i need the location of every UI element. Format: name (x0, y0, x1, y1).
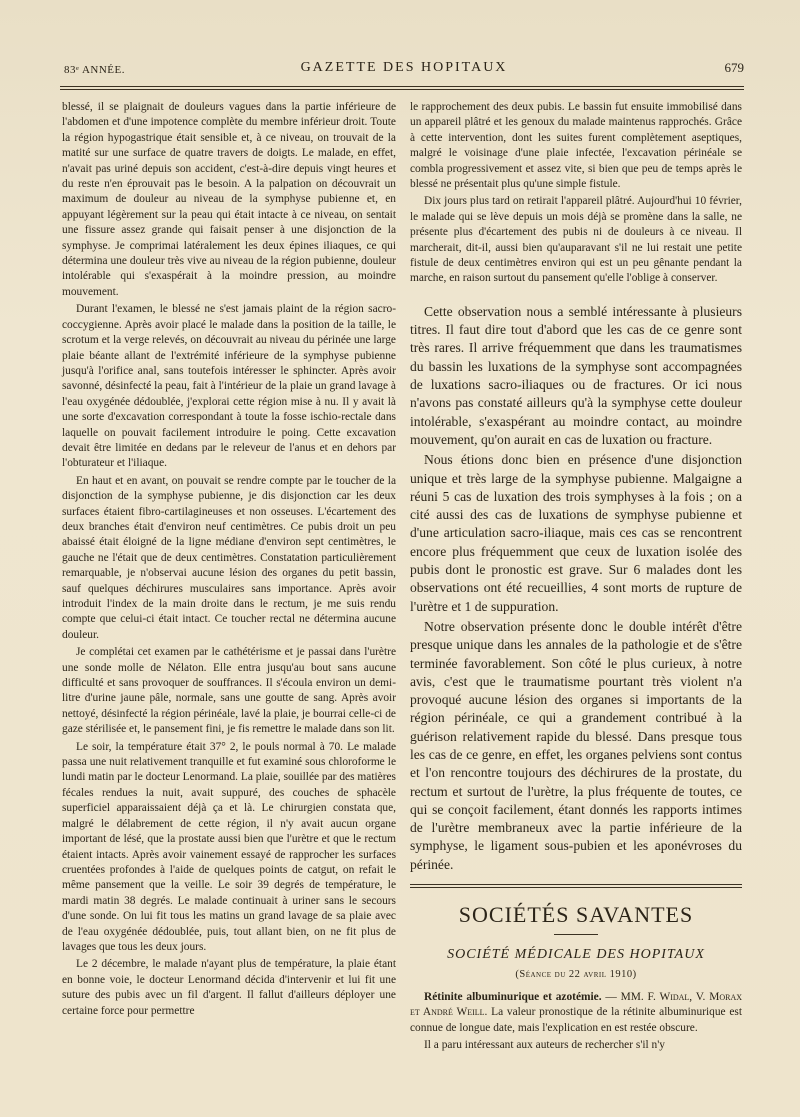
paragraph: le rapprochement des deux pubis. Le bassin fut ensuite immobilisé dans un appareil plâtré et les genoux du malade maintenus rapprochés. Grâce à cette intervention, dont les suites furent complètement aseptiques, malgré le voisinage d'une plaie infectée, l'excavation périnéale se combla progressivement et assez vite, si bien que peu de temps après le blessé ne présentait plus qu'une simple fistule. (410, 101, 742, 191)
paragraph: Le soir, la température était 37° 2, le pouls normal à 70. Le malade passa une nuit relativement tranquille et fut examiné sous chloroforme le lundi matin par le docteur Lenormand. La plaie, souillée par des matières fécales rendues la nuit, avait suppuré, des couches de sphacèle superficiel apparaissaient déjà ça et là. Le chirurgien constata que, malgré le délabrement de cette région, il n'y avait aucun organe important de lésé, que la prostate aussi bien que l'urètre et que le rectum étaient intacts. Après avoir vainement essayé de rapprocher les surfaces cruentées profondes à l'aide de quelques points de catgut, on refait le même pansement que la veille. Le soir 39 degrés de température, le mardi matin 38 degrés. Le malade continuait à uriner sans le secours d'une sonde. On lui fit tous les matins un grand lavage de sa plaie avec de l'eau oxygénée dédoublée, puis, tout allant bien, on ne fit plus de lavages que tous les deux jours. (62, 740, 396, 953)
paragraph: Il a paru intéressant aux auteurs de rechercher s'il n'y (424, 1039, 665, 1052)
paragraph: blessé, il se plaignait de douleurs vagues dans la partie inférieure de l'abdomen et d'une impotence complète du membre inférieur droit. Toute la région hypogastrique était sensible et, à ce niveau, on trouvait de la matité sur une surface de quatre travers de doigts. Le malade, en effet, n'avait pas uriné depuis son accident, c'est-à-dire depuis vingt heures et du reste n'en éprouvait pas le besoin. A la palpation on découvrait un maximum de douleur au niveau de la symphyse pubienne et, en appuyant légèrement sur la peau qui était intacte à ce niveau, on sentait une fissure assez grande qui faisait penser à une disjonction de la symphyse. Je comprimai latéralement les deux épines iliaques, ce qui détermina une douleur très vive au niveau de la région pubienne, douleur intolérable qui s'exaspérait à la moindre pression, au moindre mouvement. (62, 101, 396, 298)
paragraph: Durant l'examen, le blessé ne s'est jamais plaint de la région sacro-coccygienne. Après avoir placé le malade dans la position de la taille, le scrotum et la verge relevés, on découvrait au niveau du périnée une large plaie béante allant de l'extrémité inférieure de la symphyse pubienne jusqu'à l'orifice anal, sans toutefois intéresser le sphincter. Après avoir savonné, désinfecté la peau, fait à l'intérieur de la plaie un grand lavage à l'eau oxygénée dédoublée, j'explorai cette région mise à nu. Il y avait là une sorte d'excavation correspondant à toute la fosse ischio-rectale dans laquelle on pouvait facilement introduire le poing. Cette excavation devait être limitée en dedans par le releveur de l'anus et en dehors par l'obturateur et l'iliaque. (62, 303, 396, 470)
page-number: 679 (724, 60, 744, 75)
section-underline (554, 934, 598, 935)
paragraph: Dix jours plus tard on retirait l'appareil plâtré. Aujourd'hui 10 février, le malade qui se lève depuis un mois déjà se promène dans la salle, ne présente plus d'écartement des pubis ni de douleurs à ce niveau. Il marcherait, dit-il, aussi bien qu'auparavant s'il ne lui restait une petite fistule de deux centimètres environ qui est un peu gênante pendant la marche, en raison surtout du pansement qu'elle l'oblige à conserver. (410, 195, 742, 285)
session-date: (Séance du 22 avril 1910) (515, 969, 637, 981)
paragraph: Le 2 décembre, le malade n'ayant plus de température, la plaie étant en bonne voie, le docteur Lenormand décida d'intervenir et lui fit une suture des pubis avec un fil d'argent. Il fallut d'ailleurs déployer une certaine force pour permettre (62, 958, 396, 1017)
section-rule (410, 884, 742, 888)
subsection-title: SOCIÉTÉ MÉDICALE DES HOPITAUX (447, 947, 705, 963)
article (410, 990, 742, 1054)
commentary (410, 303, 742, 874)
right-column (410, 100, 742, 1054)
article-title: Rétinite albuminurique et azotémie. (424, 991, 602, 1004)
header-rule-thin (60, 89, 744, 90)
year-label: 83ᵉ ANNÉE. (64, 64, 125, 76)
journal-title: GAZETTE DES HOPITAUX (300, 60, 508, 75)
section-title: SOCIÉTÉS SAVANTES (458, 902, 694, 928)
paragraph: Notre observation présente donc le double intérêt d'être presque unique dans les annales de la pathologie et de s'être terminée favorablement. Son côté le plus curieux, à notre avis, c'est que le traumatisme pourtant très violent n'a provoqué aucune lésion des organes si importants de la région périnéale, ce qui a grandement contribué à la guérison relativement rapide du blessé. Dans presque tous les cas de ce genre, en effet, les organes pelviens sont contus et l'on rencontre toujours des déchirures de la prostate, du rectum et surtout de l'urètre, la plus fréquente de toutes, ce qui se conçoit facilement, étant donnés les rapports intimes de l'urètre membraneux avec la partie inférieure de la symphyse, le ligament sous-pubien et les aponévroses du périnée. (410, 618, 742, 872)
left-column (62, 100, 396, 1019)
paragraph: En haut et en avant, on pouvait se rendre compte par le toucher de la disjonction de la symphyse pubienne, je dis disjonction car les deux surfaces étaient fibro-cartilagineuses et non osseuses. L'écartement des deux branches était d'environ neuf centimètres. Ce pubis droit un peu abaissé était éloigné de la ligne médiane d'environ sept centimètres, le gauche ne l'était que de deux centimètres. Constatation particulièrement remarquable, je n'observai aucune lésion des organes du petit bassin, sauf quelques déchirures musculaires sans importance. Après avoir introduit l'index de la main droite dans le rectum, je me suis rendu compte que celui-ci était intact. Ce toucher rectal ne détermina aucune douleur. (62, 474, 396, 641)
article-authors: — MM. F. Widal, V. Morax et André Weill. (410, 991, 742, 1019)
paragraph: Cette observation nous a semblé intéressante à plusieurs titres. Il faut dire tout d'abord que les cas de ce genre sont très rares. Il arrive fréquemment que dans les traumatismes du bassin les luxations de la symphyse sont accompagnées de luxations sacro-iliaques ou de fractures. Or ici nous n'avons pas constaté ailleurs qu'à la symphyse cette douleur intolérable, s'exaspérant au moindre contact, au moindre mouvement, qu'on aurait en cas de luxation ou fracture. (410, 303, 742, 447)
article-text: La valeur pronostique de la rétinite albuminurique est connue de longue date, mais l'explication en est restée obscure. (410, 1006, 743, 1034)
article-paragraph (410, 990, 742, 1036)
page-header (64, 60, 744, 80)
header-rule (60, 86, 744, 87)
paragraph: Je complétai cet examen par le cathétérisme et je passai dans l'urètre une sonde molle de Nélaton. Elle entra jusqu'au bout sans aucune difficulté et sans provoquer de souffrances. Il s'écoula environ un demi-litre d'urine jaune pâle, normale, sans une goutte de sang. Après avoir nettoyé, désinfecté la région périnéale, lavé la plaie, je bourrai celle-ci de gaze stérilisée et, le pansement fini, je fis remettre le malade dans son lit. (62, 646, 396, 736)
paragraph: Nous étions donc bien en présence d'une disjonction unique et très large de la symphyse pubienne. Malgaigne a réuni 5 cas de luxation des trois symphyses à la fois ; on a cité aussi des cas de luxations de symphyse pubienne et d'une articulation sacro-iliaque, mais ces cas se rencontrent encore plus fréquemment que ceux de luxation isolée des pubis dont le pronostic est grave. Sur 6 malades dont les observations ont été recueillies, 4 sont morts de rupture de l'urètre et 1 de suppuration. (410, 452, 742, 614)
observation-continuation (410, 100, 742, 287)
